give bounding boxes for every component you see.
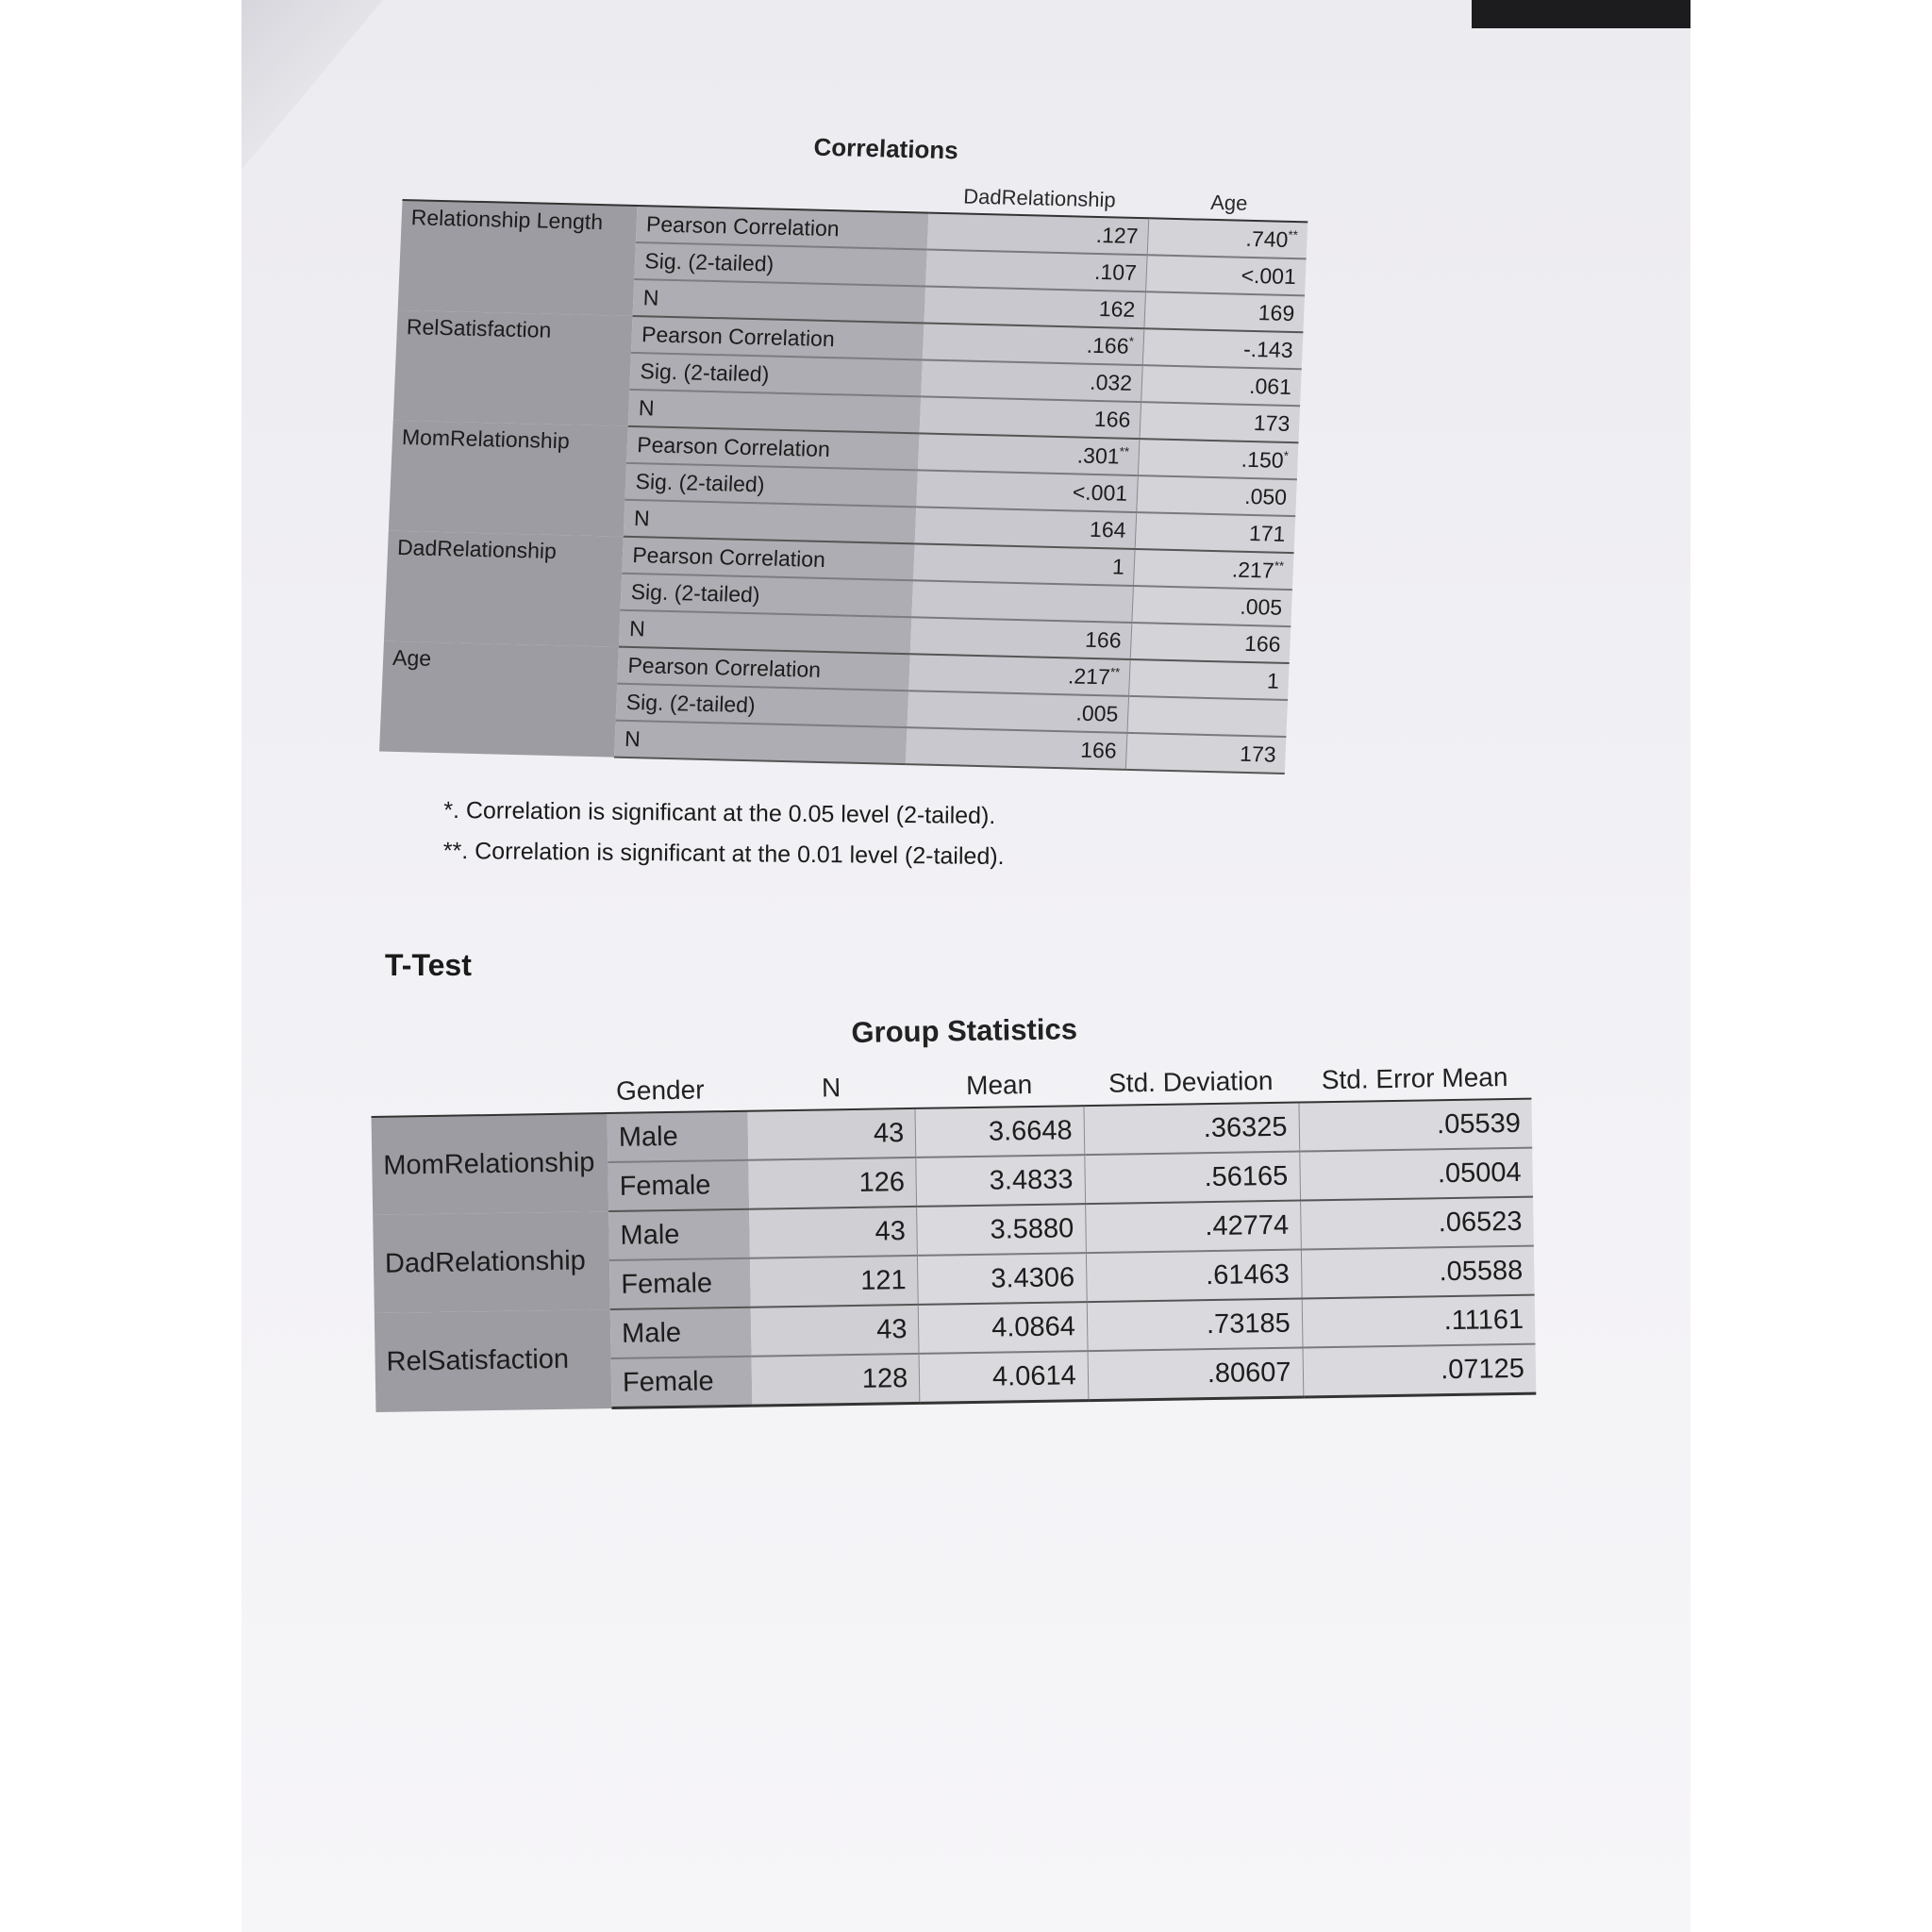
dadrelationship-value <box>906 727 1127 770</box>
value-text: 1 <box>1111 554 1125 579</box>
statistic-label: Pearson Correlation <box>618 647 910 691</box>
group-statistics-table <box>371 1057 1536 1413</box>
significance-marker: ** <box>1119 443 1130 459</box>
value-text: 166 <box>1093 406 1131 432</box>
sem-value: .05004 <box>1299 1148 1533 1201</box>
n-value: 126 <box>749 1158 917 1209</box>
col-header-dadrelationship: DadRelationship <box>929 180 1151 219</box>
value-text: -.143 <box>1242 336 1294 363</box>
group-statistics-block <box>370 1006 1545 1413</box>
significance-marker: ** <box>1109 664 1121 680</box>
age-value <box>1127 696 1288 737</box>
n-value: 121 <box>750 1256 918 1307</box>
age-value <box>1144 291 1305 332</box>
value-text: .061 <box>1248 373 1292 400</box>
gender-label: Female <box>609 1258 751 1309</box>
value-text: .301 <box>1076 442 1121 469</box>
value-text: .217 <box>1231 557 1275 583</box>
significance-marker: ** <box>1288 227 1299 242</box>
age-value <box>1141 365 1302 406</box>
ttest-heading: T-Test <box>385 948 472 982</box>
statistic-label: N <box>628 390 921 434</box>
footnote-single-star: *. Correlation is significant at the 0.05 level (2-tailed). <box>443 796 996 830</box>
significance-marker: * <box>1128 334 1135 349</box>
value-text: .050 <box>1243 483 1288 509</box>
dadrelationship-value <box>910 617 1132 659</box>
age-value <box>1125 733 1286 774</box>
statistic-label: N <box>624 500 916 544</box>
value-text: .005 <box>1075 700 1119 726</box>
variable-label: DadRelationship <box>373 1211 610 1313</box>
value-text: .217 <box>1067 663 1111 690</box>
col-header-age: Age <box>1149 185 1309 222</box>
value-text: 1 <box>1266 668 1280 693</box>
header-blank-1 <box>403 167 640 206</box>
dadrelationship-value <box>920 396 1141 439</box>
age-value <box>1130 623 1291 663</box>
dadrelationship-value <box>921 359 1142 402</box>
statistic-label: Sig. (2-tailed) <box>630 353 923 397</box>
age-value <box>1135 512 1295 553</box>
col-header-std-deviation: Std. Deviation <box>1083 1060 1299 1107</box>
value-text: 166 <box>1243 630 1282 657</box>
age-value <box>1129 659 1290 700</box>
mean-value: 4.0614 <box>919 1351 1088 1403</box>
variable-label: MomRelationship <box>389 421 628 537</box>
value-text: 169 <box>1257 300 1295 326</box>
mean-value: 3.4833 <box>916 1155 1085 1207</box>
dadrelationship-value <box>927 213 1149 256</box>
dadrelationship-value <box>913 543 1135 586</box>
gender-label: Female <box>608 1160 749 1211</box>
gender-label: Male <box>610 1307 752 1358</box>
gender-label: Female <box>611 1357 753 1408</box>
background-corner <box>1472 0 1690 28</box>
sem-value: .05539 <box>1299 1099 1533 1152</box>
sd-value: .56165 <box>1085 1152 1301 1205</box>
correlations-body <box>379 200 1307 774</box>
mean-value: 3.6648 <box>915 1106 1084 1158</box>
variable-label: RelSatisfaction <box>375 1309 612 1411</box>
value-text: 171 <box>1248 520 1286 546</box>
value-text: .166 <box>1086 332 1130 358</box>
significance-marker: ** <box>1274 558 1285 574</box>
dadrelationship-value <box>915 507 1137 549</box>
footnote-double-star: **. Correlation is significant at the 0.01 level (2-tailed). <box>442 837 1005 871</box>
col-header-n: N <box>747 1066 915 1111</box>
significance-marker: * <box>1283 448 1290 463</box>
correlations-table <box>379 167 1309 774</box>
sem-value: .11161 <box>1302 1295 1536 1348</box>
sd-value: .73185 <box>1087 1299 1303 1352</box>
dadrelationship-value <box>918 433 1140 475</box>
n-value: 43 <box>748 1108 916 1160</box>
sem-value: .07125 <box>1303 1344 1537 1397</box>
sd-value: .36325 <box>1084 1103 1300 1156</box>
mean-value: 3.5880 <box>917 1204 1086 1256</box>
value-text: 173 <box>1239 741 1277 767</box>
gender-label: Male <box>608 1209 750 1260</box>
variable-label: DadRelationship <box>384 531 624 647</box>
value-text: 162 <box>1098 296 1136 322</box>
age-value <box>1134 549 1294 590</box>
header-blank <box>371 1071 608 1117</box>
value-text: .107 <box>1093 258 1138 285</box>
mean-value: 4.0864 <box>919 1302 1088 1354</box>
statistic-label: Pearson Correlation <box>623 537 915 581</box>
n-value: 128 <box>752 1354 920 1406</box>
n-value: 43 <box>749 1207 917 1258</box>
statistic-label: Pearson Correlation <box>626 426 919 471</box>
col-header-gender: Gender <box>607 1069 748 1113</box>
col-header-std-error-mean: Std. Error Mean <box>1298 1057 1532 1103</box>
value-text: .032 <box>1089 369 1133 395</box>
dadrelationship-value <box>924 287 1146 329</box>
n-value: 43 <box>751 1305 919 1357</box>
correlations-title: Correlations <box>813 132 959 165</box>
statistic-label: Pearson Correlation <box>631 316 924 360</box>
value-text: 166 <box>1084 626 1123 653</box>
col-header-mean: Mean <box>915 1063 1084 1108</box>
value-text: 164 <box>1089 516 1127 542</box>
variable-label: MomRelationship <box>372 1113 609 1215</box>
variable-label: Age <box>379 641 619 758</box>
statistic-label: Sig. (2-tailed) <box>635 242 927 287</box>
age-value <box>1146 255 1307 295</box>
age-value <box>1142 328 1303 369</box>
statistic-label: N <box>633 279 925 324</box>
group-statistics-title: Group Statistics <box>851 1012 1078 1049</box>
variable-label: RelSatisfaction <box>393 310 633 426</box>
dadrelationship-value <box>908 691 1129 733</box>
correlations-footnotes <box>443 797 1006 884</box>
dadrelationship-value <box>912 580 1134 623</box>
age-value <box>1137 475 1297 516</box>
value-text: .150 <box>1241 446 1285 473</box>
value-text: .005 <box>1239 593 1283 620</box>
sem-value: .06523 <box>1300 1197 1534 1250</box>
age-value <box>1132 586 1292 626</box>
value-text: 166 <box>1079 737 1118 763</box>
statistic-label: Sig. (2-tailed) <box>616 684 908 728</box>
statistic-label: N <box>614 721 907 765</box>
correlations-table-block <box>379 123 1330 774</box>
dadrelationship-value <box>908 654 1130 696</box>
sem-value: .05588 <box>1301 1246 1535 1299</box>
value-text: .740 <box>1245 225 1289 252</box>
age-value <box>1138 439 1298 479</box>
statistic-label: N <box>619 610 911 655</box>
sd-value: .80607 <box>1088 1348 1304 1401</box>
gender-label: Male <box>607 1111 748 1162</box>
age-value <box>1147 218 1307 258</box>
dadrelationship-value <box>925 250 1147 292</box>
mean-value: 3.4306 <box>918 1253 1087 1305</box>
sd-value: .61463 <box>1086 1250 1302 1303</box>
value-text: 173 <box>1253 410 1291 436</box>
value-text: .127 <box>1095 222 1140 248</box>
group-statistics-body <box>372 1099 1537 1412</box>
statistic-label: Pearson Correlation <box>636 206 928 250</box>
statistic-label: Sig. (2-tailed) <box>625 463 918 508</box>
age-value <box>1140 402 1300 442</box>
statistic-label: Sig. (2-tailed) <box>621 574 913 618</box>
variable-label: Relationship Length <box>398 200 638 316</box>
value-text: <.001 <box>1072 479 1128 506</box>
dadrelationship-value <box>923 323 1144 365</box>
value-text: <.001 <box>1241 262 1297 290</box>
sd-value: .42774 <box>1085 1201 1301 1254</box>
dadrelationship-value <box>917 470 1139 512</box>
